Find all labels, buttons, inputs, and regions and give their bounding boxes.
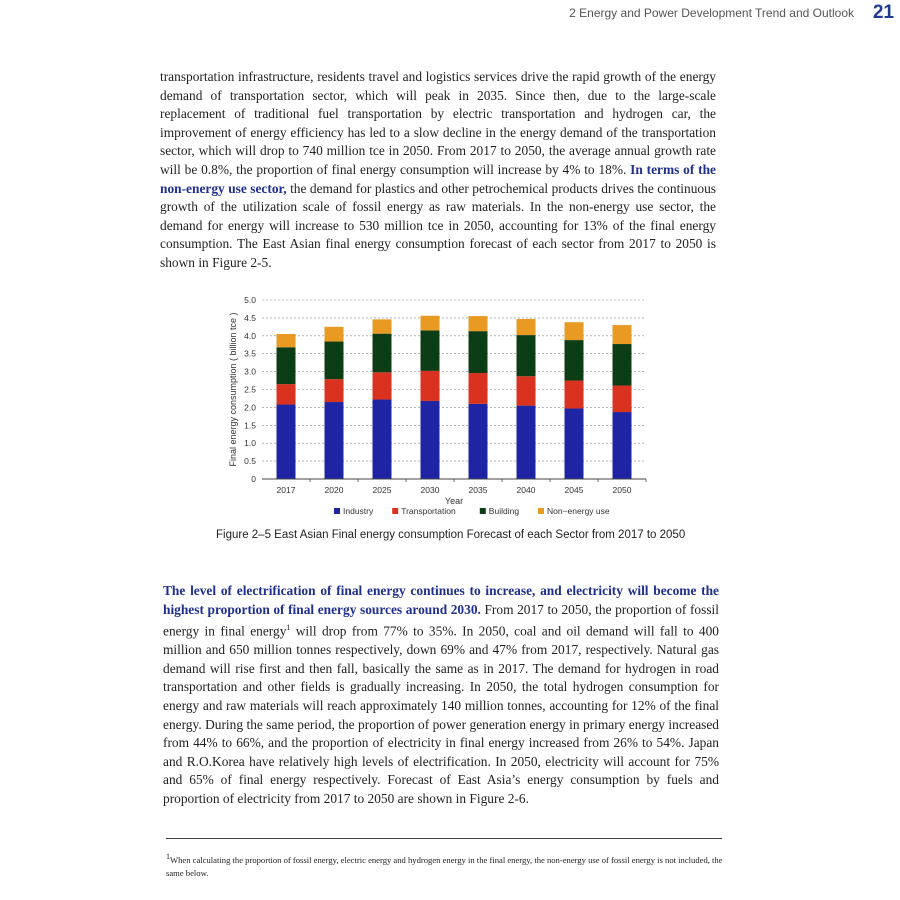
paragraph-2-text-a: From 2017 to 2050, the proportion of fossil energy in final energy — [163, 601, 719, 639]
bar-segment-transportation — [277, 384, 296, 404]
paragraph-1-text-b: the demand for plastics and other petrochemical products drives the continuous growth of the utilization scale of fossil energy as raw materials. In the non-energy use sector, the demand for energy will increase to 530 million tce in 2050, accounting for 13% of the final energy consumption. The East Asian final energy consumption forecast of each sector from 2017 to 2050 is shown in Figure 2-5. — [160, 180, 717, 270]
footnote-text: When calculating the proportion of fossil energy, electric energy and hydrogen energy in the final energy, the non-energy use of fossil energy is not included, the same below. — [166, 854, 723, 878]
legend-swatch — [480, 508, 486, 514]
chart-gridlines — [262, 300, 646, 461]
bar-segment-non-energy-use — [565, 322, 584, 340]
paragraph-1-text-a: transportation infrastructure, residents travel and logistics services drive the rapid growth of the energy demand of transportation sector, which will peak in 2035. Since then, due to the large-scale replacement of traditional fuel transportation by electric transportation and hydrogen car, the improvement of energy efficiency has led to a slow decline in the energy demand of the transportation sector, which will drop to 740 million tce in 2050. From 2017 to 2050, the average annual growth rate will be 0.8%, the proportion of final energy consumption will increase by 4% to 18%. — [160, 69, 716, 177]
y-tick-label: 0 — [251, 474, 256, 484]
running-header — [569, 2, 894, 23]
bar-segment-transportation — [325, 379, 344, 402]
bar-segment-industry — [277, 405, 296, 479]
y-tick-label: 1.5 — [244, 420, 256, 431]
y-axis-ticks — [244, 295, 256, 484]
x-tick-label: 2017 — [276, 485, 296, 495]
bar-segment-building — [469, 331, 488, 373]
bar-segment-building — [373, 334, 392, 373]
bar-segment-transportation — [613, 386, 632, 412]
legend-label: Industry — [343, 506, 374, 516]
bar-segment-industry — [373, 400, 392, 479]
legend-swatch — [538, 508, 544, 514]
legend-label: Transportation — [401, 506, 456, 516]
x-tick-label: 2040 — [516, 485, 536, 495]
figure-caption: Figure 2–5 East Asian Final energy consumption Forecast of each Sector from 2017 to 2050 — [216, 529, 686, 541]
bar-segment-industry — [517, 406, 536, 479]
y-tick-label: 1.0 — [244, 438, 256, 449]
bar-segment-building — [565, 340, 584, 380]
bar-segment-building — [421, 330, 440, 370]
paragraph-2-text-b: will drop from 77% to 35%. In 2050, coal and oil demand will fall to 400 million and 650 million tonnes respectively, down 69% and 47% from 2017, respectively. Natural gas demand will rise first and then fall, basically the same as in 2017. The demand for hydrogen in road transportation and other fields is gradually increasing. In 2050, the total hydrogen consumption for energy and raw materials will reach approximately 140 million tonnes, accounting for 12% of the final energy. During the same period, the proportion of power generation energy in primary energy increased from 44% to 66%, and the proportion of electricity in final energy increased from 26% to 54%. Japan and R.O.Korea have relatively high levels of electrification. In 2050, electricity will account for 75% and 65% of final energy respectively. Forecast of East Asia’s energy consumption by fuels and proportion of electricity from 2017 to 2050 are shown in Figure 2-6. — [163, 623, 719, 806]
y-tick-label: 4.5 — [244, 312, 256, 323]
bar-segment-transportation — [469, 373, 488, 404]
bar-segment-non-energy-use — [373, 319, 392, 333]
legend-swatch — [392, 508, 398, 514]
x-tick-label: 2035 — [468, 485, 488, 495]
paragraph-1-highlight: In terms of the non-energy use sector, — [160, 161, 716, 196]
bar-segment-transportation — [517, 376, 536, 405]
bar-segment-industry — [421, 401, 440, 479]
bar-segment-building — [517, 335, 536, 376]
bar-segment-transportation — [565, 381, 584, 409]
running-title: 2 Energy and Power Development Trend and Outlook — [569, 6, 854, 20]
bar-segment-transportation — [373, 372, 392, 399]
bar-segment-industry — [325, 402, 344, 479]
bar-segment-non-energy-use — [469, 316, 488, 331]
bar-segment-non-energy-use — [421, 316, 440, 331]
bar-segment-building — [277, 347, 296, 384]
y-tick-label: 3.5 — [244, 348, 256, 359]
bar-segment-non-energy-use — [277, 334, 296, 347]
y-tick-label: 4.0 — [244, 330, 256, 341]
x-tick-label: 2025 — [372, 485, 392, 495]
bar-segment-non-energy-use — [613, 325, 632, 344]
bar-segment-building — [613, 344, 632, 386]
stacked-bar-chart — [214, 292, 664, 526]
paragraph-2-highlight: The level of electrification of final energy continues to increase, and electricity will become the highest proportion of final energy sources around 2030. — [163, 583, 719, 617]
x-axis-label: Year — [444, 496, 464, 506]
bar-segment-building — [325, 342, 344, 380]
footnote-reference: 1 — [286, 623, 291, 633]
x-tick-label: 2020 — [324, 485, 344, 495]
footnote-mark: 1 — [166, 852, 170, 861]
x-axis-ticks — [277, 479, 646, 495]
legend-label: Non−energy use — [547, 506, 610, 516]
footnote — [166, 850, 726, 880]
y-tick-label: 2.0 — [244, 402, 256, 413]
body-paragraph-1 — [160, 68, 716, 273]
y-tick-label: 0.5 — [244, 456, 256, 467]
chart-legend — [334, 506, 610, 516]
body-paragraph-2 — [163, 582, 719, 809]
footnote-divider — [166, 838, 722, 839]
x-tick-label: 2030 — [420, 485, 440, 495]
y-tick-label: 2.5 — [244, 384, 256, 395]
chart-bars — [277, 316, 632, 479]
bar-segment-industry — [613, 412, 632, 479]
bar-segment-non-energy-use — [325, 327, 344, 342]
y-tick-label: 5.0 — [244, 295, 256, 305]
bar-segment-transportation — [421, 371, 440, 401]
bar-segment-non-energy-use — [517, 319, 536, 335]
bar-segment-industry — [565, 408, 584, 479]
y-axis-label: Final energy consumption ( billion tce ) — [228, 312, 238, 467]
bar-segment-industry — [469, 404, 488, 479]
x-tick-label: 2050 — [612, 485, 632, 495]
x-tick-label: 2045 — [564, 485, 584, 495]
page-number: 21 — [872, 2, 894, 23]
y-tick-label: 3.0 — [244, 366, 256, 377]
legend-swatch — [334, 508, 340, 514]
legend-label: Building — [488, 506, 520, 516]
